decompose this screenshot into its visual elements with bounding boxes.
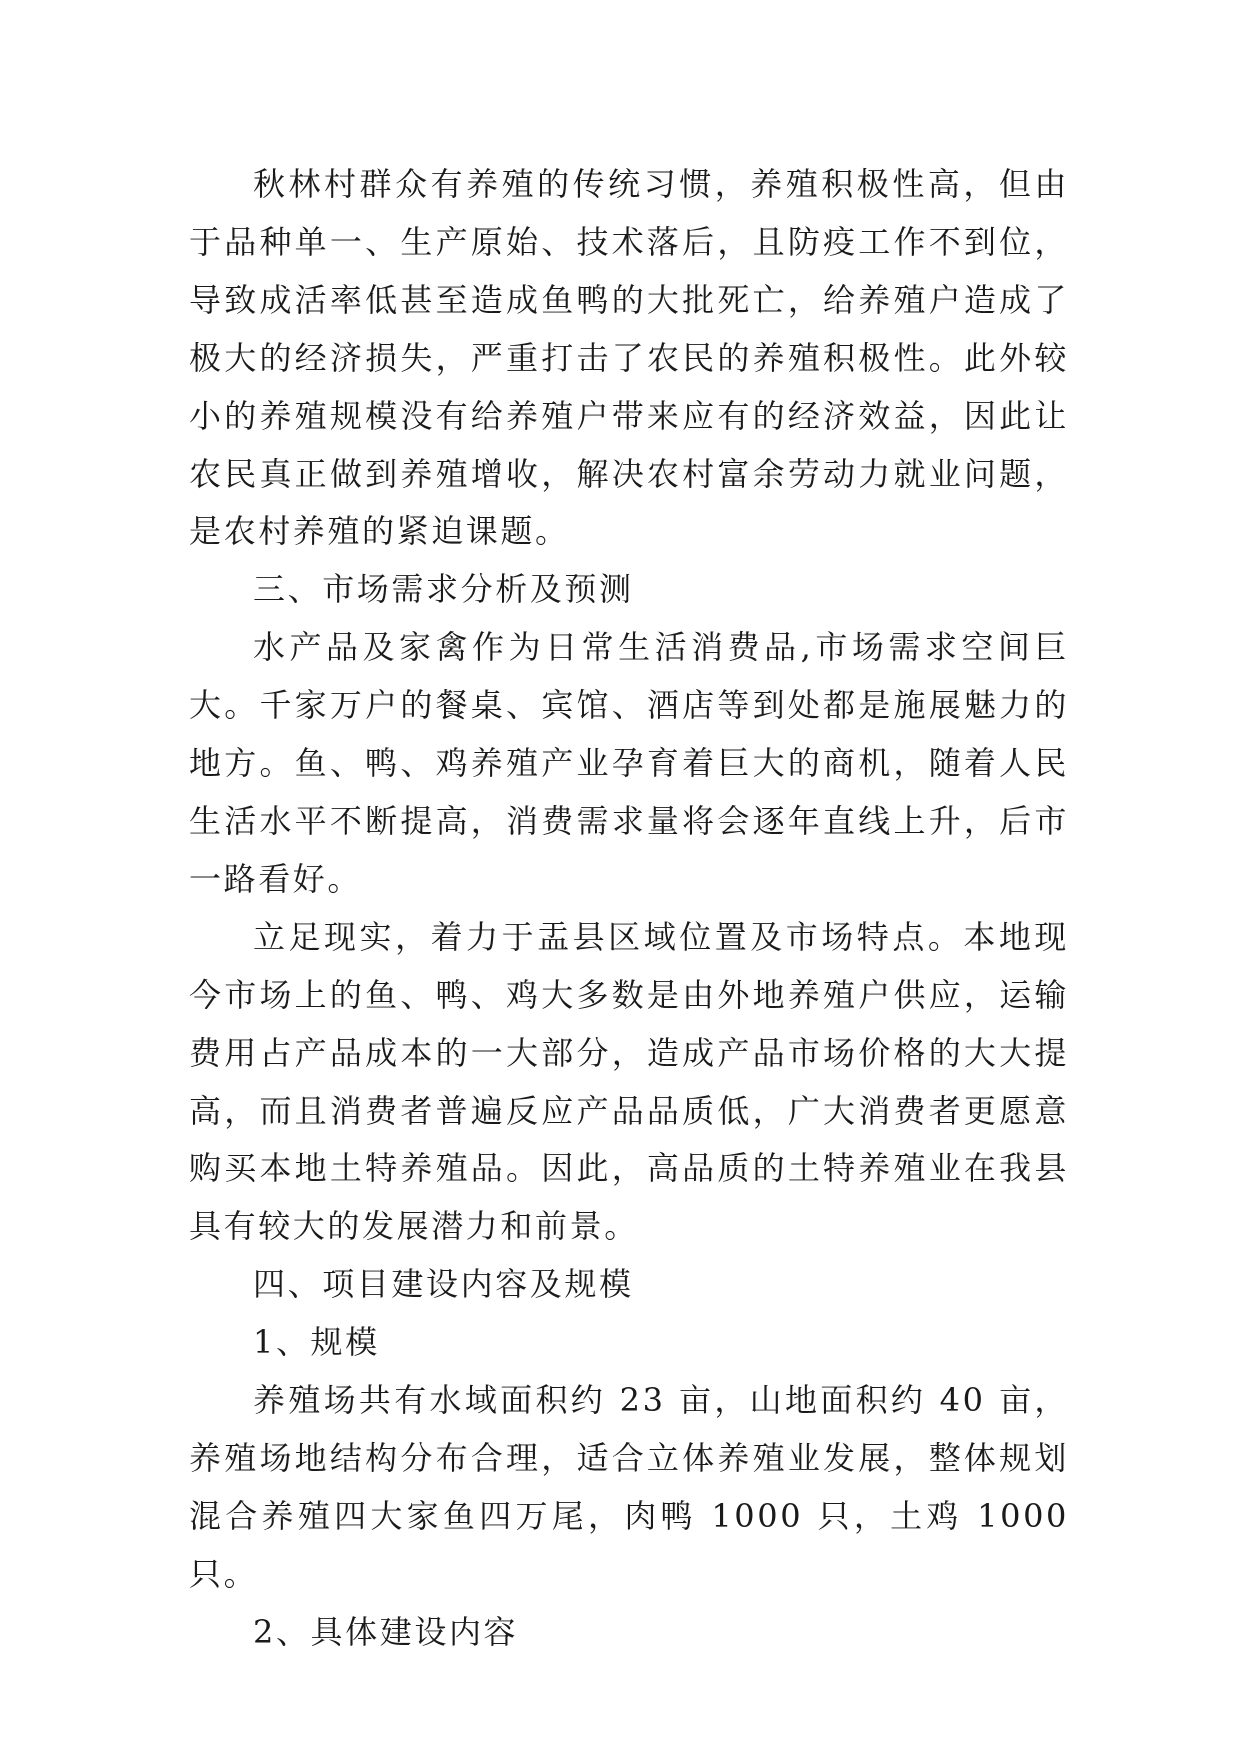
document-body — [189, 156, 1069, 1662]
section-heading-market-analysis: 三、市场需求分析及预测 — [253, 570, 634, 609]
paragraph-local-market: 立足现实，着力于盂县区域位置及市场特点。本地现今市场上的鱼、鸭、鸡大多数是由外地养殖户供应，运输费用占产品成本的一大部分，造成产品市场价格的大大提高，而且消费者普遍反应产品品质低，广大消费者更愿意购买本地土特养殖品。因此，高品质的土特养殖业在我县具有较大的发展潜力和前景。 — [189, 917, 1069, 1246]
paragraph-market-demand: 水产品及家禽作为日常生活消费品,市场需求空间巨大。千家万户的餐桌、宾馆、酒店等到处都是施展魅力的地方。鱼、鸭、鸡养殖产业孕育着巨大的商机，随着人民生活水平不断提高，消费需求量将会逐年直线上升，后市一路看好。 — [189, 628, 1069, 898]
section-heading-project-scope: 四、项目建设内容及规模 — [253, 1265, 634, 1304]
paragraph-scale: 养殖场共有水域面积约 23 亩，山地面积约 40 亩，养殖场地结构分布合理，适合立体养殖业发展，整体规划混合养殖四大家鱼四万尾，肉鸭 1000 只，土鸡 1000 只。 — [189, 1381, 1069, 1593]
paragraph-background: 秋林村群众有养殖的传统习惯，养殖积极性高，但由于品种单一、生产原始、技术落后，且防疫工作不到位，导致成活率低甚至造成鱼鸭的大批死亡，给养殖户造成了极大的经济损失，严重打击了农民的养殖积极性。此外较小的养殖规模没有给养殖户带来应有的经济效益，因此让农民真正做到养殖增收，解决农村富余劳动力就业问题，是农村养殖的紧迫课题。 — [189, 165, 1069, 551]
subheading-scale: 1、规模 — [253, 1323, 380, 1362]
subheading-construction-content: 2、具体建设内容 — [253, 1612, 519, 1651]
